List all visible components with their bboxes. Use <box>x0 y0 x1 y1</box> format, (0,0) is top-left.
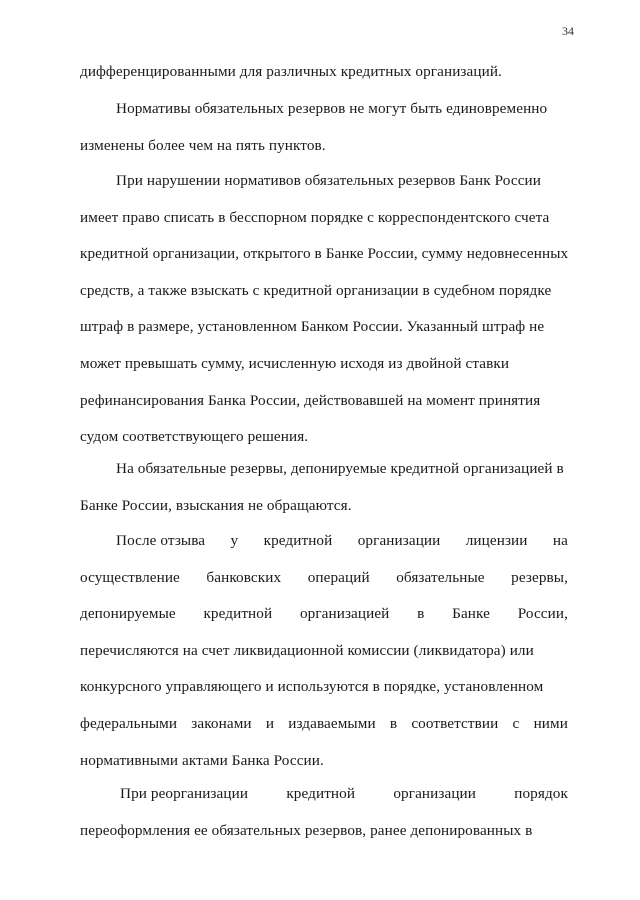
word: издаваемыми <box>288 714 376 732</box>
word: организацией <box>299 605 390 623</box>
text-span: Нормативы обязательных резервов не могут быть единовременно <box>116 100 548 117</box>
word: кредитной <box>286 785 356 802</box>
text-line: имеет право списать в бесспорном порядке с корреспондентского счета <box>80 208 550 226</box>
text-line: штраф в размере, установленном Банком России. Указанный штраф не <box>80 318 545 336</box>
paragraph-no-recovery <box>80 451 568 524</box>
word: в <box>417 605 425 623</box>
word: России, <box>517 605 568 623</box>
word: ними <box>533 714 568 732</box>
text-line: кредитной организации, открытого в Банке России, сумму недовнесенных <box>80 245 569 263</box>
text-line: рефинансирования Банка России, действовавшей на момент принятия <box>80 391 541 409</box>
text-line-justified <box>80 596 568 633</box>
word: у <box>230 532 239 549</box>
word: операций <box>307 568 370 586</box>
paragraph-violation <box>80 163 568 456</box>
word: резервы, <box>511 568 568 586</box>
text-line: изменены более чем на пять пунктов. <box>80 136 326 154</box>
text-line: судом соответствующего решения. <box>80 428 309 446</box>
word: организации <box>393 785 476 802</box>
text-line-justified <box>80 776 568 813</box>
text-line: средств, а также взыскать с кредитной организации в судебном порядке <box>80 281 552 299</box>
text-line: На обязательные резервы, депонируемые кредитной организацией в <box>116 460 564 477</box>
text-line: может превышать сумму, исчисленную исходя из двойной ставки <box>80 354 510 372</box>
word: обязательные <box>396 568 485 586</box>
text-line: перечисляются на счет ликвидационной комиссии (ликвидатора) или <box>80 641 534 659</box>
text-line-justified <box>80 560 568 597</box>
word: осуществление <box>80 568 180 586</box>
paragraph-continuation <box>80 54 568 91</box>
text-line: нормативными актами Банка России. <box>80 751 324 769</box>
word: федеральными <box>80 714 178 732</box>
word: организации <box>357 532 441 549</box>
word: Банке <box>452 605 490 623</box>
text-line-justified <box>80 706 568 743</box>
word: соответствии <box>411 714 499 732</box>
text-line: дифференцированными для различных кредитных организаций. <box>80 63 502 80</box>
text-line: При нарушении нормативов обязательных резервов Банк России <box>116 172 541 189</box>
word: депонируемые <box>80 605 176 623</box>
word: в <box>389 714 398 732</box>
text-line-justified <box>80 523 568 560</box>
word: законами <box>191 714 252 732</box>
text-line: конкурсного управляющего и используются в порядке, установленном <box>80 678 544 696</box>
word: с <box>512 714 520 732</box>
text-line: Банке России, взыскания не обращаются. <box>80 496 352 514</box>
text-line: переоформления ее обязательных резервов, ранее депонированных в <box>80 821 533 839</box>
word: и <box>265 714 275 732</box>
paragraph-reorganization <box>80 776 568 849</box>
word: При реорганизации <box>120 785 249 802</box>
word: кредитной <box>203 605 273 623</box>
word: порядок <box>514 785 568 802</box>
paragraph-license-revocation <box>80 523 568 779</box>
paragraph-reserve-limits <box>80 91 568 164</box>
word: После отзыва <box>116 532 206 549</box>
text-line <box>80 91 568 128</box>
word: кредитной <box>263 532 333 549</box>
word: на <box>552 532 568 549</box>
word: банковских <box>206 568 282 586</box>
word: лицензии <box>465 532 528 549</box>
page-number: 34 <box>562 24 574 38</box>
